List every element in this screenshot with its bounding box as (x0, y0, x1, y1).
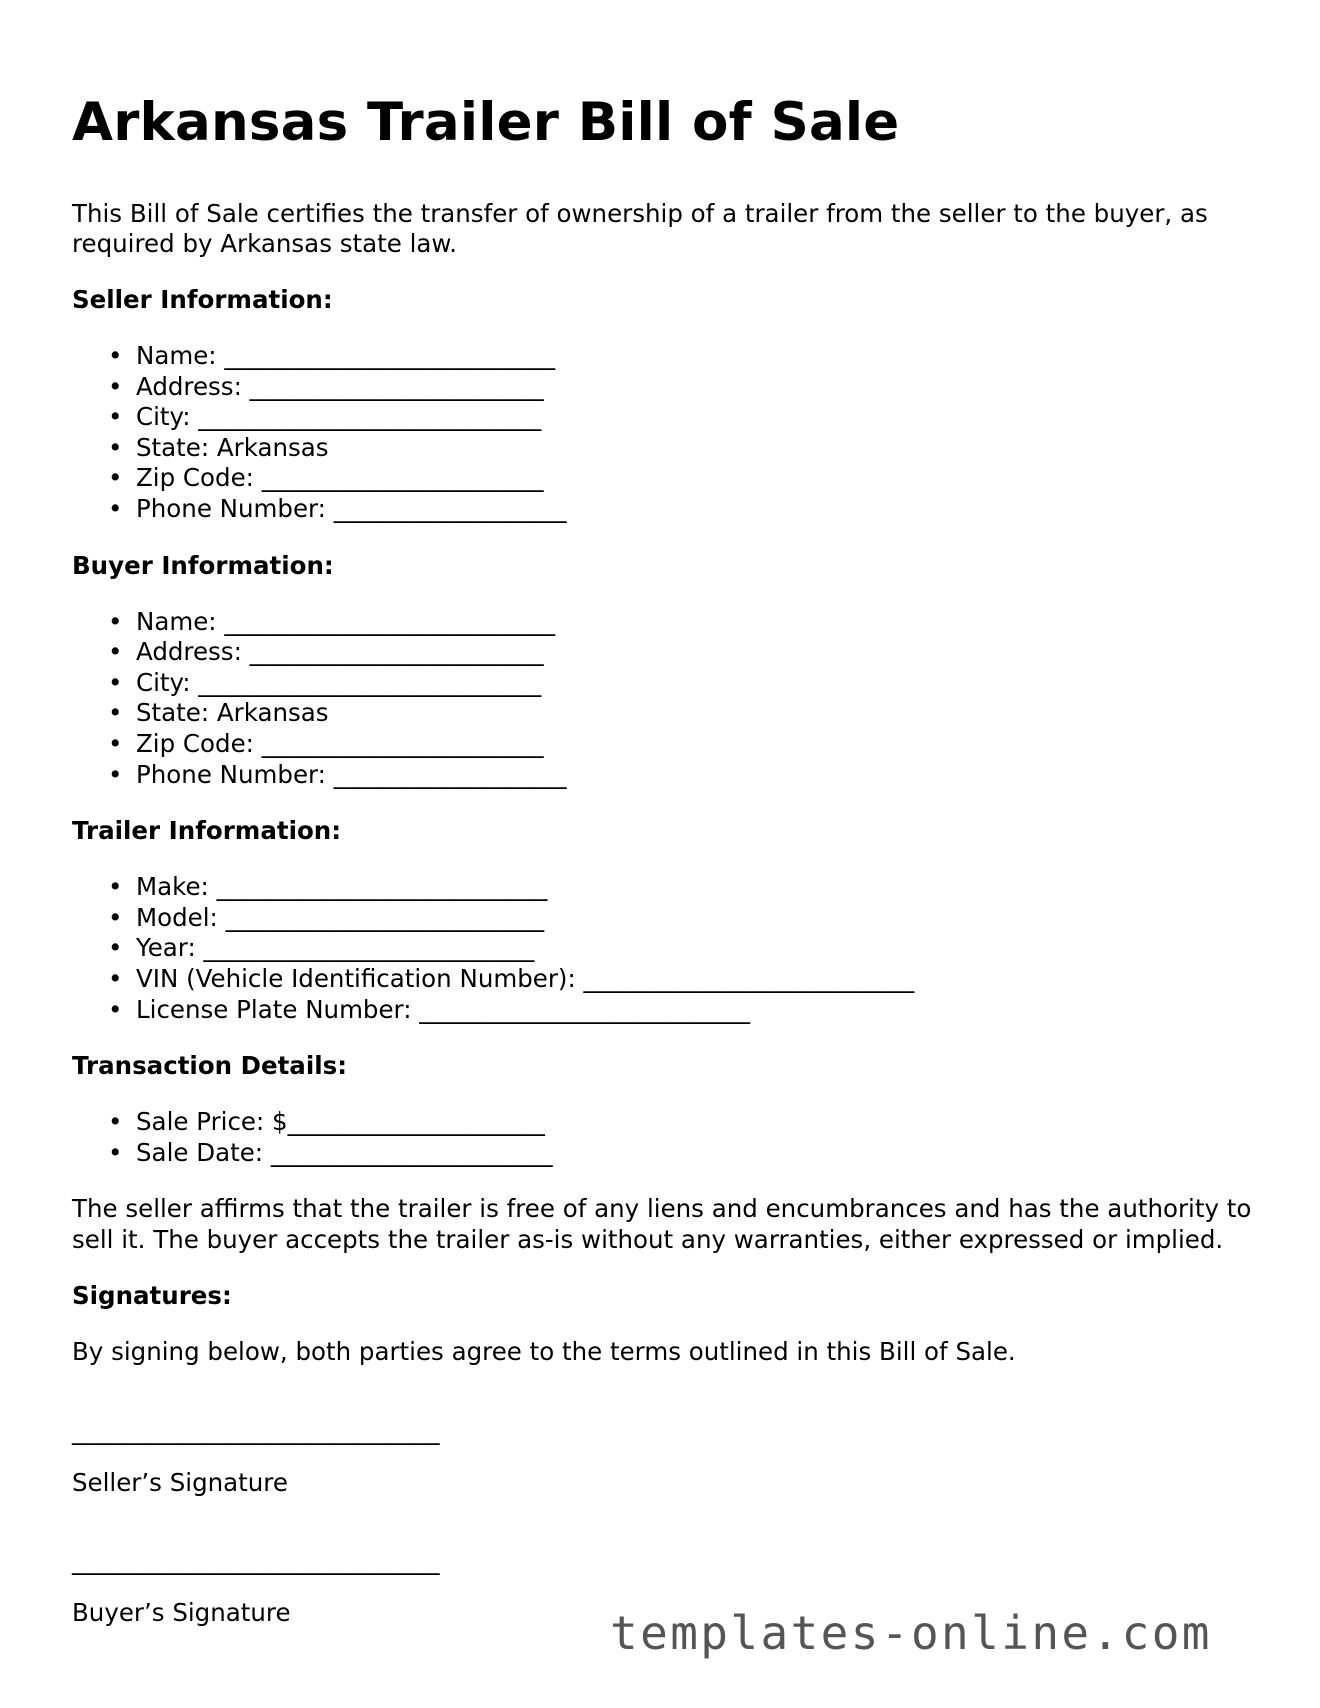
buyer-state-field: • State: Arkansas (72, 698, 1252, 729)
signatures-heading: Signatures: (72, 1281, 232, 1311)
seller-name-field: • Name: ___________________________ (72, 341, 1252, 372)
seller-state-field: • State: Arkansas (72, 433, 1252, 464)
trailer-model-field: • Model: __________________________ (72, 903, 1252, 934)
trailer-plate-field: • License Plate Number: ___________________________ (72, 995, 1252, 1026)
seller-heading: Seller Information: (72, 285, 333, 314)
trailer-heading: Trailer Information: (72, 816, 342, 846)
transaction-list (72, 1107, 1252, 1168)
document-title: Arkansas Trailer Bill of Sale (72, 92, 900, 153)
intro-paragraph: This Bill of Sale certifies the transfer of ownership of a trailer from the seller to the buyer, as required by Arkansas state law. (72, 199, 1208, 258)
seller-signature-line: ______________________________ (72, 1415, 440, 1445)
transaction-heading: Transaction Details: (72, 1051, 348, 1081)
buyer-city-field: • City: ____________________________ (72, 668, 1252, 699)
buyer-zip-field: • Zip Code: _______________________ (72, 729, 1252, 760)
trailer-list (72, 872, 1252, 1025)
signatures-text: By signing below, both parties agree to the terms outlined in this Bill of Sale. (72, 1337, 1016, 1367)
seller-phone-field: • Phone Number: ___________________ (72, 494, 1252, 525)
buyer-phone-field: • Phone Number: ___________________ (72, 760, 1252, 791)
seller-city-field: • City: ____________________________ (72, 402, 1252, 433)
buyer-signature-line: ______________________________ (72, 1545, 440, 1575)
seller-address-field: • Address: ________________________ (72, 372, 1252, 403)
trailer-vin-field: • VIN (Vehicle Identification Number): ___________________________ (72, 964, 1252, 995)
seller-zip-field: • Zip Code: _______________________ (72, 463, 1252, 494)
buyer-address-field: • Address: ________________________ (72, 637, 1252, 668)
seller-signature-label: Seller’s Signature (72, 1467, 288, 1497)
buyer-name-field: • Name: ___________________________ (72, 607, 1252, 638)
buyer-list (72, 607, 1252, 791)
sale-price-field: • Sale Price: $_____________________ (72, 1107, 1252, 1138)
trailer-year-field: • Year: ___________________________ (72, 933, 1252, 964)
watermark-text: templates-online.com (610, 1606, 1212, 1660)
buyer-heading: Buyer Information: (72, 550, 334, 580)
sale-date-field: • Sale Date: _______________________ (72, 1138, 1252, 1169)
affirmation-paragraph: The seller affirms that the trailer is free of any liens and encumbrances and has the authority to sell it. The buyer accepts the trailer as-is without any warranties, either expressed or implied. (72, 1194, 1252, 1254)
trailer-make-field: • Make: ___________________________ (72, 872, 1252, 903)
document-page (72, 0, 1252, 1628)
buyer-signature-label: Buyer’s Signature (72, 1597, 291, 1627)
seller-list (72, 341, 1252, 525)
